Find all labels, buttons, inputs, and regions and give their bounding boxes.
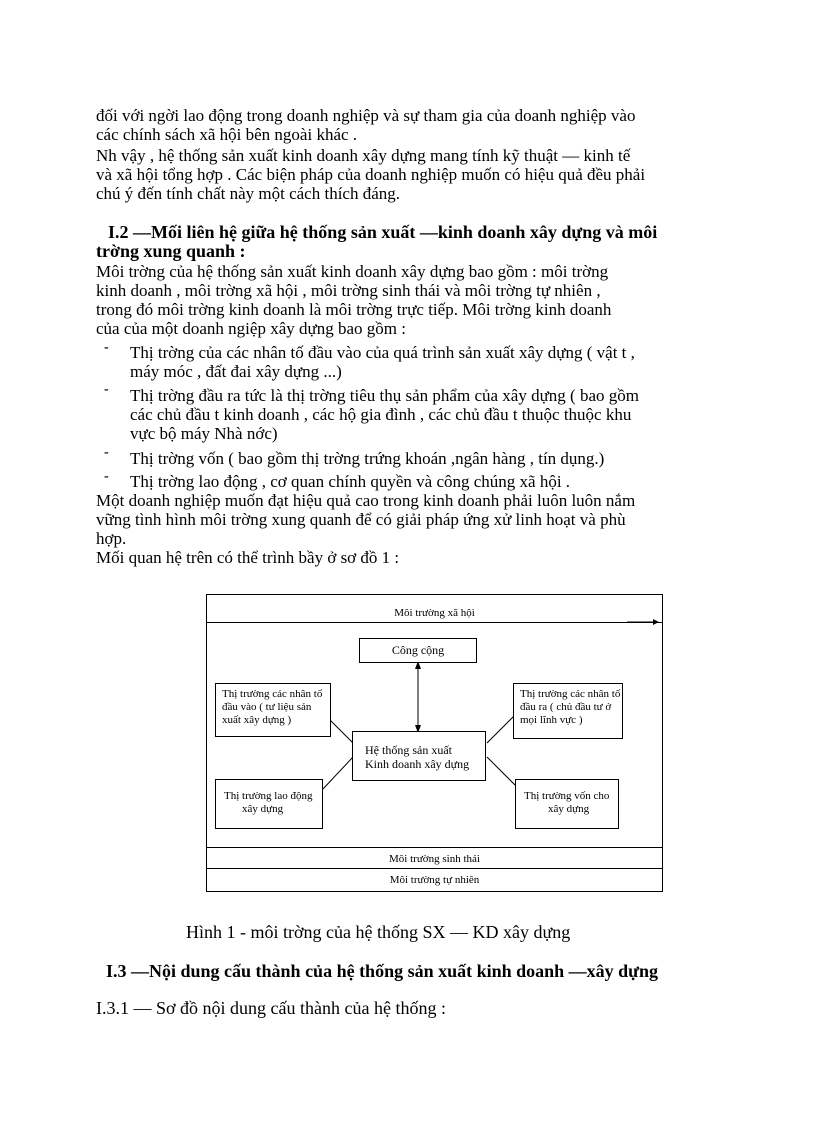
output-market-line-3: mọi lĩnh vực ) <box>520 714 583 726</box>
section-heading-1-2-line-1: I.2 —Mối liên hệ giữa hệ thống sản xuất —kinh doanh xây dựng và môi <box>108 222 658 242</box>
input-market-line-1: Thị trường các nhân tố <box>222 688 323 700</box>
input-market-line-3: xuất xây dựng ) <box>222 714 292 726</box>
right-top-connector <box>487 715 515 743</box>
natural-environment-label: Môi trường tự nhiên <box>389 874 480 886</box>
bullet-marker: - <box>104 382 109 397</box>
intro-line-2: kinh doanh , môi trờng xã hội , môi trờng sinh thái và môi trờng tự nhiên , <box>96 281 601 300</box>
section-heading-1-3: I.3 —Nội dung cấu thành của hệ thống sản xuất kinh doanh —xây dựng <box>106 961 658 981</box>
right-bottom-connector <box>487 757 515 785</box>
eco-environment-label: Môi trường sinh thái <box>389 853 480 865</box>
intro-line-3: trong đó môi trờng kinh doanh là môi trờng trực tiếp. Môi trờng kinh doanh <box>96 300 612 319</box>
output-market-line-1: Thị trường các nhân tố <box>520 688 621 700</box>
social-environment-label: Môi trường xã hội <box>394 607 475 619</box>
center-system-box <box>352 731 486 781</box>
closing-line-2: vững tình hình môi trờng xung quanh để có giải pháp ứng xử linh hoạt và phù <box>96 510 626 529</box>
labor-market-line-1: Thị trường lao động <box>224 790 313 802</box>
bullet-1-line-1: Thị trờng của các nhân tố đầu vào của quá trình sản xuất xây dựng ( vật t , <box>130 343 635 362</box>
intro-line-1: Môi trờng của hệ thống sản xuất kinh doanh xây dựng bao gồm : môi trờng <box>96 262 609 281</box>
paragraph-1-line-1: đối với ngời lao động trong doanh nghiệp và sự tham gia của doanh nghiệp vào <box>96 106 636 125</box>
capital-market-box <box>515 779 619 829</box>
intro-line-4: của của một doanh ngiệp xây dựng bao gồm : <box>96 319 406 338</box>
output-market-line-2: đầu ra ( chủ đầu tư ở <box>520 701 612 713</box>
capital-market-line-2: xây dựng <box>548 803 590 815</box>
bullet-4-line-1: Thị trờng lao động , cơ quan chính quyền và công chúng xã hội . <box>130 472 571 491</box>
bullet-2-line-3: vực bộ máy Nhà nớc) <box>130 424 278 443</box>
closing-line-4: Mối quan hệ trên có thể trình bầy ở sơ đồ 1 : <box>96 548 400 567</box>
bullet-marker: - <box>104 469 109 484</box>
closing-line-1: Một doanh nghiệp muốn đạt hiệu quả cao trong kinh doanh phải luôn luôn nắm <box>96 491 636 510</box>
center-system-line-2: Kinh doanh xây dựng <box>365 757 470 771</box>
eco-divider <box>207 847 662 848</box>
bullet-2-line-1: Thị trờng đầu ra tức là thị trờng tiêu thụ sản phẩm của xây dựng ( bao gồm <box>130 386 639 405</box>
section-heading-1-2-line-2: trờng xung quanh : <box>96 241 246 261</box>
paragraph-1-line-4: và xã hội tổng hợp . Các biện pháp của doanh nghiệp muốn có hiệu quả đều phải <box>96 165 646 184</box>
sub-heading-1-3-1: I.3.1 — Sơ đồ nội dung cấu thành của hệ thống : <box>96 998 446 1018</box>
closing-line-3: hợp. <box>96 529 127 548</box>
figure-caption: Hình 1 - môi trờng của hệ thống SX — KD xây dựng <box>186 922 571 942</box>
bullet-marker: - <box>104 340 109 355</box>
center-system-line-1: Hệ thống sản xuất <box>365 743 452 757</box>
input-market-box <box>215 683 331 737</box>
bullet-2-line-2: các chủ đầu t kinh doanh , các hộ gia đình , các chủ đầu t thuộc thuộc khu <box>130 405 632 424</box>
paragraph-1-line-5: chú ý đến tính chất này một cách thích đáng. <box>96 184 401 203</box>
right-arrow-head <box>653 619 659 625</box>
environment-diagram <box>206 594 663 892</box>
bullet-1-line-2: máy móc , đất đai xây dựng ...) <box>130 362 342 381</box>
input-market-line-2: đầu vào ( tư liệu sản <box>222 701 312 713</box>
bullet-marker: - <box>104 445 109 460</box>
capital-market-line-1: Thị trường vốn cho <box>524 790 610 802</box>
bullet-3-line-1: Thị trờng vốn ( bao gồm thị trờng trứng khoán ,ngân hàng , tín dụng.) <box>130 449 605 468</box>
left-bottom-connector <box>323 757 353 789</box>
output-market-box <box>513 683 623 739</box>
public-label: Công cộng <box>391 643 445 657</box>
paragraph-1-line-3: Nh vậy , hệ thống sản xuất kinh doanh xây dựng mang tính kỹ thuật — kinh tế <box>96 146 631 165</box>
labor-market-box <box>215 779 323 829</box>
public-box <box>359 638 477 663</box>
labor-market-line-2: xây dựng <box>242 803 284 815</box>
natural-divider <box>207 868 662 869</box>
paragraph-1-line-2: các chính sách xã hội bên ngoài khác . <box>96 125 358 144</box>
